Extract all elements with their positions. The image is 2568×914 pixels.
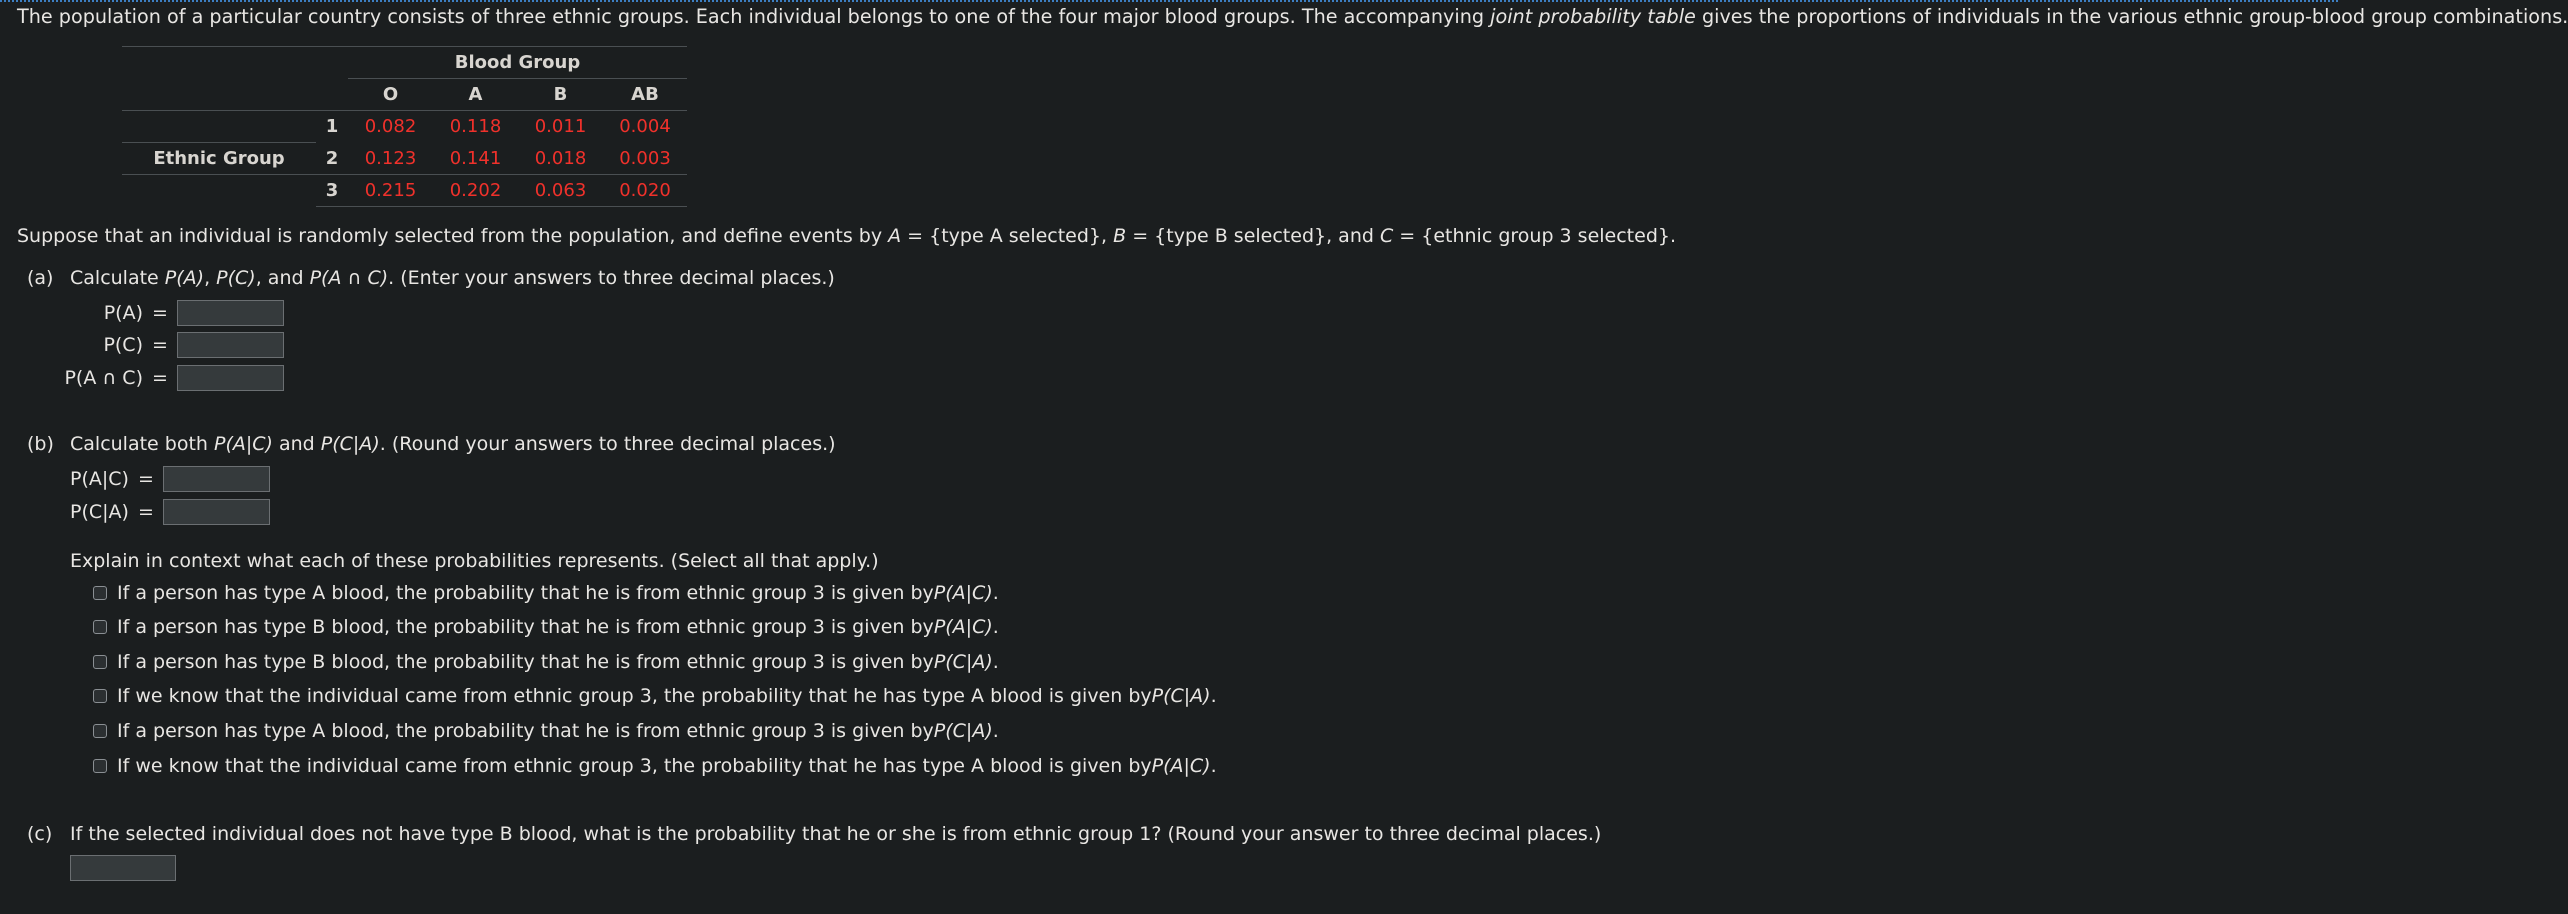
table-row — [122, 175, 687, 207]
col-header-b: B — [518, 79, 603, 111]
pa-input[interactable] — [177, 300, 284, 326]
table-corner — [122, 47, 316, 79]
option-3[interactable]: If a person has type B blood, the probability that he is from ethnic group 3 is given by P(C|A) . — [93, 649, 999, 675]
p-a-given-c-equals: = — [138, 468, 154, 490]
pa-label: P(A) — [103, 302, 143, 324]
cell-1-b: 0.011 — [534, 116, 587, 138]
p-c-given-a-input[interactable] — [163, 499, 270, 525]
cell-3-o: 0.215 — [348, 175, 433, 207]
cell-2-ab: 0.003 — [619, 147, 671, 169]
part-b-label: (b) — [27, 433, 54, 455]
option-2[interactable]: If a person has type B blood, the probability that he is from ethnic group 3 is given by P(A|C) . — [93, 614, 999, 640]
intro-after: gives the proportions of individuals in the various ethnic group-blood group combinations. — [1695, 5, 2568, 28]
checkbox-2[interactable] — [93, 620, 107, 634]
part-a-label: (a) — [27, 267, 54, 289]
checkbox-5[interactable] — [93, 724, 107, 738]
option-6[interactable]: If we know that the individual came from ethnic group 3, the probability that he has type A blood is given by P(A|C) . — [93, 753, 1217, 779]
cell-1-a: 0.118 — [449, 116, 502, 138]
p-a-given-c-input[interactable] — [163, 466, 270, 492]
part-c-input[interactable] — [70, 855, 176, 881]
pac-label: P(A ∩ C) — [64, 367, 143, 389]
pc-input[interactable] — [177, 332, 284, 358]
col-header-ab: AB — [603, 79, 687, 111]
checkbox-1[interactable] — [93, 586, 107, 600]
intro-emphasis: joint probability table — [1490, 5, 1696, 28]
ethnic-group-label: Ethnic Group — [122, 143, 316, 175]
blood-group-header: Blood Group — [348, 47, 687, 79]
intro-before: The population of a particular country consists of three ethnic groups. Each individual belongs to one of the four major blood groups. The accompanying — [17, 5, 1491, 28]
joint-probability-table — [122, 46, 687, 207]
cell-2-b: 0.018 — [534, 147, 587, 169]
p-a-given-c-label: P(A|C) — [70, 468, 129, 490]
table-row — [122, 111, 687, 143]
cell-3-b: 0.063 — [518, 175, 603, 207]
part-a-question: Calculate P(A), P(C), and P(A ∩ C). (Enter your answers to three decimal places.) — [70, 267, 835, 289]
part-c-label: (c) — [27, 823, 53, 845]
cell-3-ab: 0.020 — [603, 175, 687, 207]
top-dotted-rule — [0, 0, 2338, 2]
checkbox-6[interactable] — [93, 759, 107, 773]
part-b-question: Calculate both P(A|C) and P(C|A). (Round your answers to three decimal places.) — [70, 433, 836, 455]
option-5[interactable]: If a person has type A blood, the probability that he is from ethnic group 3 is given by P(C|A) . — [93, 718, 999, 744]
checkbox-4[interactable] — [93, 689, 107, 703]
cell-1-ab: 0.004 — [619, 116, 671, 138]
option-1[interactable]: If a person has type A blood, the probability that he is from ethnic group 3 is given by P(A|C) . — [93, 580, 999, 606]
cell-3-a: 0.202 — [433, 175, 518, 207]
pa-equals: = — [152, 302, 168, 324]
events-definition: Suppose that an individual is randomly selected from the population, and define events by A = {type A selected}, B = {type B selected}, and C = {ethnic group 3 selected}. — [17, 225, 1677, 247]
p-c-given-a-equals: = — [138, 501, 154, 523]
pc-equals: = — [152, 334, 168, 356]
checkbox-3[interactable] — [93, 655, 107, 669]
row-label-2: 2 — [325, 147, 339, 169]
col-header-o: O — [348, 79, 433, 111]
col-header-a: A — [433, 79, 518, 111]
table-row — [122, 143, 687, 175]
pac-input[interactable] — [177, 365, 284, 391]
cell-2-o: 0.123 — [364, 147, 417, 169]
row-label-1: 1 — [325, 116, 339, 138]
pc-label: P(C) — [103, 334, 143, 356]
row-label-3: 3 — [316, 175, 348, 207]
part-c-question: If the selected individual does not have type B blood, what is the probability that he or she is from ethnic group 1? (Round your answer to three decimal places.) — [70, 823, 1602, 845]
pac-equals: = — [152, 367, 168, 389]
p-c-given-a-label: P(C|A) — [70, 501, 129, 523]
option-4[interactable]: If we know that the individual came from ethnic group 3, the probability that he has type A blood is given by P(C|A) . — [93, 683, 1217, 709]
cell-2-a: 0.141 — [449, 147, 502, 169]
intro-text — [17, 4, 2568, 30]
cell-1-o: 0.082 — [364, 116, 417, 138]
explain-instruction: Explain in context what each of these probabilities represents. (Select all that apply.) — [70, 550, 879, 572]
